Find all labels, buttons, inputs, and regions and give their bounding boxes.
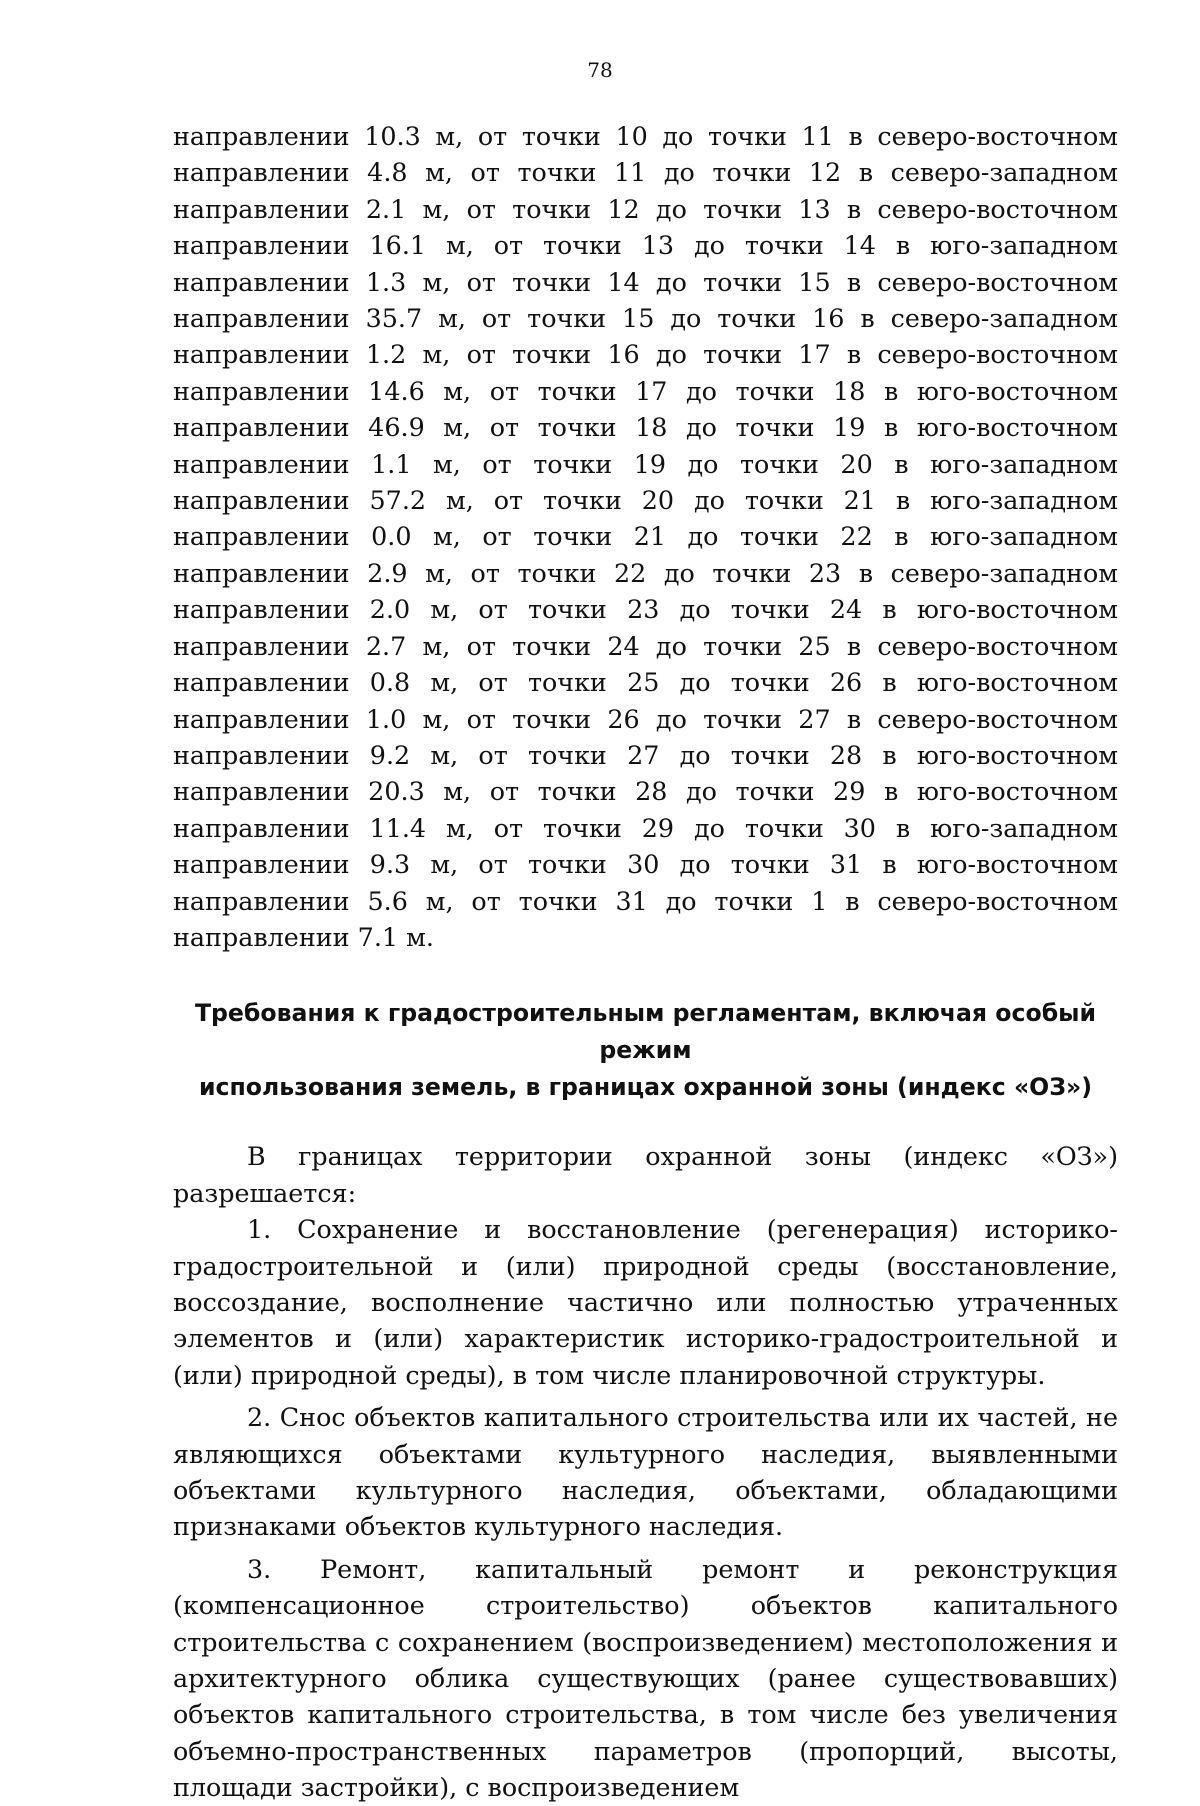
section-heading — [173, 995, 1118, 1106]
list-item-3: 3. Ремонт, капитальный ремонт и реконструкция (компенсационное строительство) объектов капитального строительства с сохранением (воспроизведением) местоположения и архитектурного облика существующих (ранее существовавших) объектов капитального строительства, в том числе без увеличения объемно-пространственных параметров (пропорций, высоты, площади застройки), с воспроизведением — [173, 1553, 1118, 1803]
route-description-paragraph: направлении 10.3 м, от точки 10 до точки 11 в северо-восточном направлении 4.8 м, от точки 11 до точки 12 в северо-западном направлении 2.1 м, от точки 12 до точки 13 в северо-восточном направлении 16.1 м, от точки 13 до точки 14 в юго-западном направлении 1.3 м, от точки 14 до точки 15 в северо-восточном направлении 35.7 м, от точки 15 до точки 16 в северо-западном направлении 1.2 м, от точки 16 до точки 17 в северо-восточном направлении 14.6 м, от точки 17 до точки 18 в юго-восточном направлении 46.9 м, от точки 18 до точки 19 в юго-восточном направлении 1.1 м, от точки 19 до точки 20 в юго-западном направлении 57.2 м, от точки 20 до точки 21 в юго-западном направлении 0.0 м, от точки 21 до точки 22 в юго-западном направлении 2.9 м, от точки 22 до точки 23 в северо-западном направлении 2.0 м, от точки 23 до точки 24 в юго-восточном направлении 2.7 м, от точки 24 до точки 25 в северо-восточном направлении 0.8 м, от точки 25 до точки 26 в юго-восточном направлении 1.0 м, от точки 26 до точки 27 в северо-восточном направлении 9.2 м, от точки 27 до точки 28 в юго-восточном направлении 20.3 м, от точки 28 до точки 29 в юго-восточном направлении 11.4 м, от точки 29 до точки 30 в юго-западном направлении 9.3 м, от точки 30 до точки 31 в юго-восточном направлении 5.6 м, от точки 31 до точки 1 в северо-восточном направлении 7.1 м. — [173, 121, 1118, 952]
list-item-2: 2. Снос объектов капитального строительства или их частей, не являющихся объектами культурного наследия, выявленными объектами культурного наследия, объектами, обладающими признаками объектов культурного наследия. — [173, 1402, 1118, 1542]
document-body — [173, 118, 1118, 1806]
list-item-1: 1. Сохранение и восстановление (регенерация) историко-градостроительной и (или) природной среды (восстановление, воссоздание, восполнение частично или полностью утраченных элементов и (или) характеристик историко-градостроительной и (или) природной среды), в том числе планировочной структуры. — [173, 1214, 1118, 1390]
section-heading-line-1: Требования к градостроительным регламентам, включая особый режим — [194, 999, 1097, 1065]
intro-paragraph: В границах территории охранной зоны (индекс «ОЗ») разрешается: — [173, 1141, 1118, 1208]
section-heading-line-2: использования земель, в границах охранной зоны (индекс «ОЗ») — [198, 1073, 1093, 1102]
page-number: 78 — [587, 58, 613, 82]
